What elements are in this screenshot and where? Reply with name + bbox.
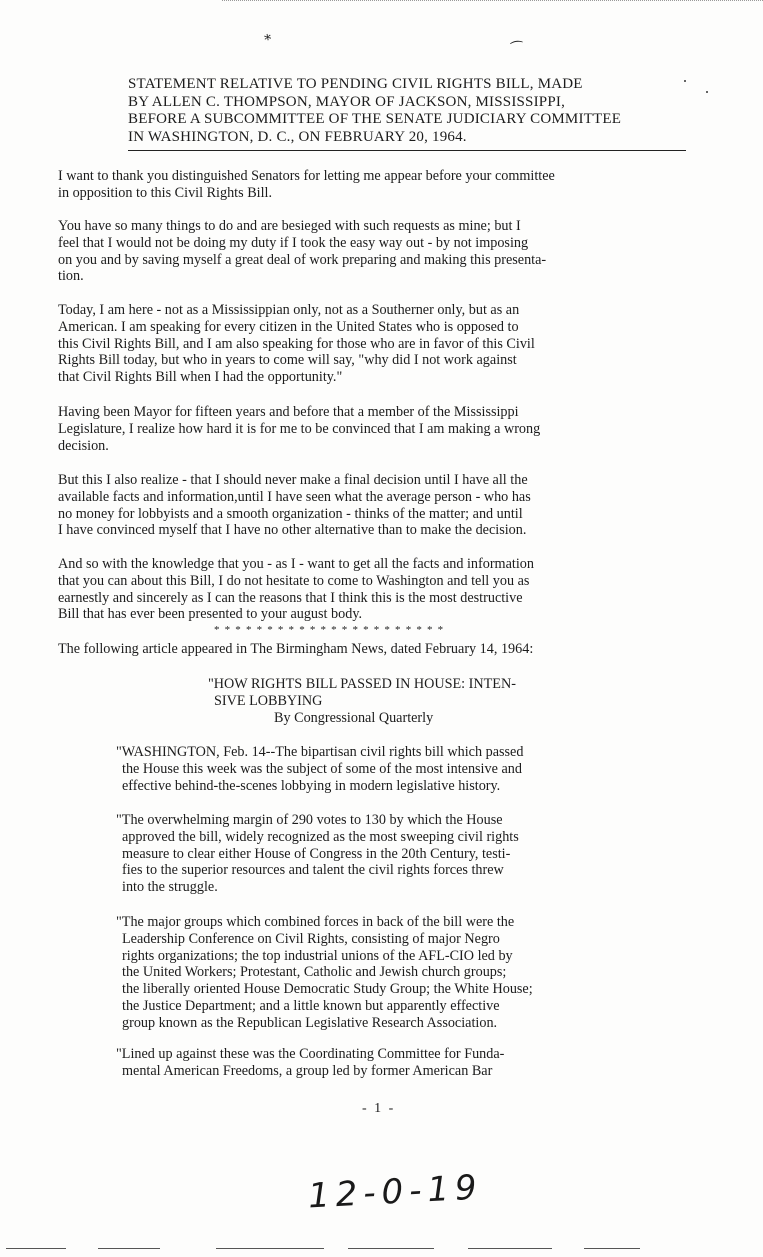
- quote-line: rights organizations; the top industrial unions of the AFL-CIO led by: [122, 947, 513, 964]
- hole-punch-mark-left: ⁎: [262, 28, 273, 45]
- quote-line: fies to the superior resources and talent the civil rights forces threw: [122, 862, 504, 879]
- paragraph-line: on you and by saving myself a great deal of work preparing and making this presenta-: [58, 251, 547, 268]
- heading-underline: [128, 150, 686, 151]
- quote-line: group known as the Republican Legislative Research Association.: [122, 1014, 498, 1031]
- article-title: [208, 676, 628, 726]
- handwritten-document-number: 12-0-19: [307, 1167, 484, 1217]
- top-edge-dotted-line: [222, 0, 763, 3]
- paragraph-line: in opposition to this Civil Rights Bill.: [58, 184, 273, 201]
- paragraph-line: Legislature, I realize how hard it is for me to be convinced that I am making a wrong: [58, 420, 541, 437]
- statement-heading: [128, 76, 688, 146]
- hole-punch-mark-right: ⁔: [509, 28, 523, 45]
- bottom-edge-lines: [0, 1248, 763, 1252]
- asterisk-separator: * * * * * * * * * * * * * * * * * * * * * *: [214, 624, 445, 636]
- page-number: - 1 -: [362, 1101, 396, 1116]
- quote-line: "The major groups which combined forces in back of the bill were the: [116, 914, 515, 930]
- paragraph-line: available facts and information,until I have seen what the average person - who has: [58, 488, 531, 505]
- quote-paragraph-washington: [116, 744, 676, 794]
- heading-line: BEFORE A SUBCOMMITTEE OF THE SENATE JUDICIARY COMMITTEE: [128, 111, 622, 127]
- paragraph-line: that you can about this Bill, I do not hesitate to come to Washington and tell you as: [58, 572, 530, 589]
- quote-line: the Justice Department; and a little known but apparently effective: [122, 997, 500, 1014]
- paragraph-line: American. I am speaking for every citizen in the United States who is opposed to: [58, 318, 519, 335]
- quote-line: the liberally oriented House Democratic Study Group; the White House;: [122, 981, 533, 998]
- paragraph-realize: [58, 472, 720, 539]
- heading-line: BY ALLEN C. THOMPSON, MAYOR OF JACKSON, MISSISSIPPI,: [128, 93, 566, 110]
- stray-mark: [706, 91, 708, 93]
- paragraph-line: no money for lobbyists and a smooth organization - thinks of the matter; and until: [58, 505, 523, 522]
- heading-line: IN WASHINGTON, D. C., ON FEBRUARY 20, 1964.: [128, 128, 467, 145]
- quote-line: the United Workers; Protestant, Catholic and Jewish church groups;: [122, 964, 507, 981]
- paragraph-line: feel that I would not be doing my duty if I took the easy way out - by not imposing: [58, 234, 529, 251]
- quote-line: approved the bill, widely recognized as the most sweeping civil rights: [122, 828, 519, 845]
- paragraph-knowledge: [58, 556, 720, 623]
- paragraph-line: earnestly and sincerely as I can the reasons that I think this is the most destructive: [58, 589, 523, 606]
- article-title-line: SIVE LOBBYING: [214, 692, 323, 709]
- article-title-line: "HOW RIGHTS BILL PASSED IN HOUSE: INTEN-: [208, 676, 516, 692]
- quote-line: "WASHINGTON, Feb. 14--The bipartisan civil rights bill which passed: [116, 744, 524, 760]
- paragraph-thanks: [58, 168, 720, 202]
- paragraph-line: I have convinced myself that I have no other alternative than to make the decision.: [58, 522, 527, 539]
- article-byline: By Congressional Quarterly: [274, 709, 434, 726]
- paragraph-mayor: [58, 404, 720, 454]
- quote-line: the House this week was the subject of some of the most intensive and: [122, 760, 522, 777]
- quote-line: into the struggle.: [122, 879, 218, 896]
- quote-line: mental American Freedoms, a group led by former American Bar: [122, 1062, 493, 1079]
- paragraph-line: decision.: [58, 437, 109, 454]
- quote-paragraph-groups: [116, 914, 676, 1032]
- paragraph-line: Bill that has ever been presented to your august body.: [58, 606, 363, 623]
- paragraph-duty: [58, 218, 720, 285]
- paragraph-line: this Civil Rights Bill, and I am also speaking for those who are in favor of this Civil: [58, 335, 535, 352]
- heading-line: STATEMENT RELATIVE TO PENDING CIVIL RIGHTS BILL, MADE: [128, 76, 583, 92]
- paragraph-line: You have so many things to do and are besieged with such requests as mine; but I: [58, 218, 521, 234]
- quote-paragraph-opposition: [116, 1046, 676, 1080]
- paragraph-line: And so with the knowledge that you - as I - want to get all the facts and information: [58, 556, 534, 572]
- paragraph-line: Today, I am here - not as a Mississippian only, not as a Southerner only, but as an: [58, 302, 520, 318]
- quote-line: "Lined up against these was the Coordinating Committee for Funda-: [116, 1046, 505, 1062]
- paragraph-line: that Civil Rights Bill when I had the opportunity.": [58, 369, 343, 386]
- quote-line: effective behind-the-scenes lobbying in modern legislative history.: [122, 777, 501, 794]
- paragraph-line: tion.: [58, 268, 84, 285]
- paragraph-line: I want to thank you distinguished Senators for letting me appear before your committee: [58, 168, 555, 184]
- quote-line: "The overwhelming margin of 290 votes to 130 by which the House: [116, 812, 503, 828]
- paragraph-line: Rights Bill today, but who in years to come will say, "why did I not work against: [58, 352, 517, 369]
- quote-line: measure to clear either House of Congress in the 20th Century, testi-: [122, 845, 511, 862]
- intro-line: [58, 641, 720, 658]
- intro-line-text: The following article appeared in The Birmingham News, dated February 14, 1964:: [58, 641, 534, 657]
- paragraph-american: [58, 302, 720, 386]
- paragraph-line: Having been Mayor for fifteen years and before that a member of the Mississippi: [58, 404, 519, 420]
- quote-paragraph-margin: [116, 812, 676, 896]
- paragraph-line: But this I also realize - that I should never make a final decision until I have all the: [58, 472, 528, 488]
- quote-line: Leadership Conference on Civil Rights, consisting of major Negro: [122, 930, 500, 947]
